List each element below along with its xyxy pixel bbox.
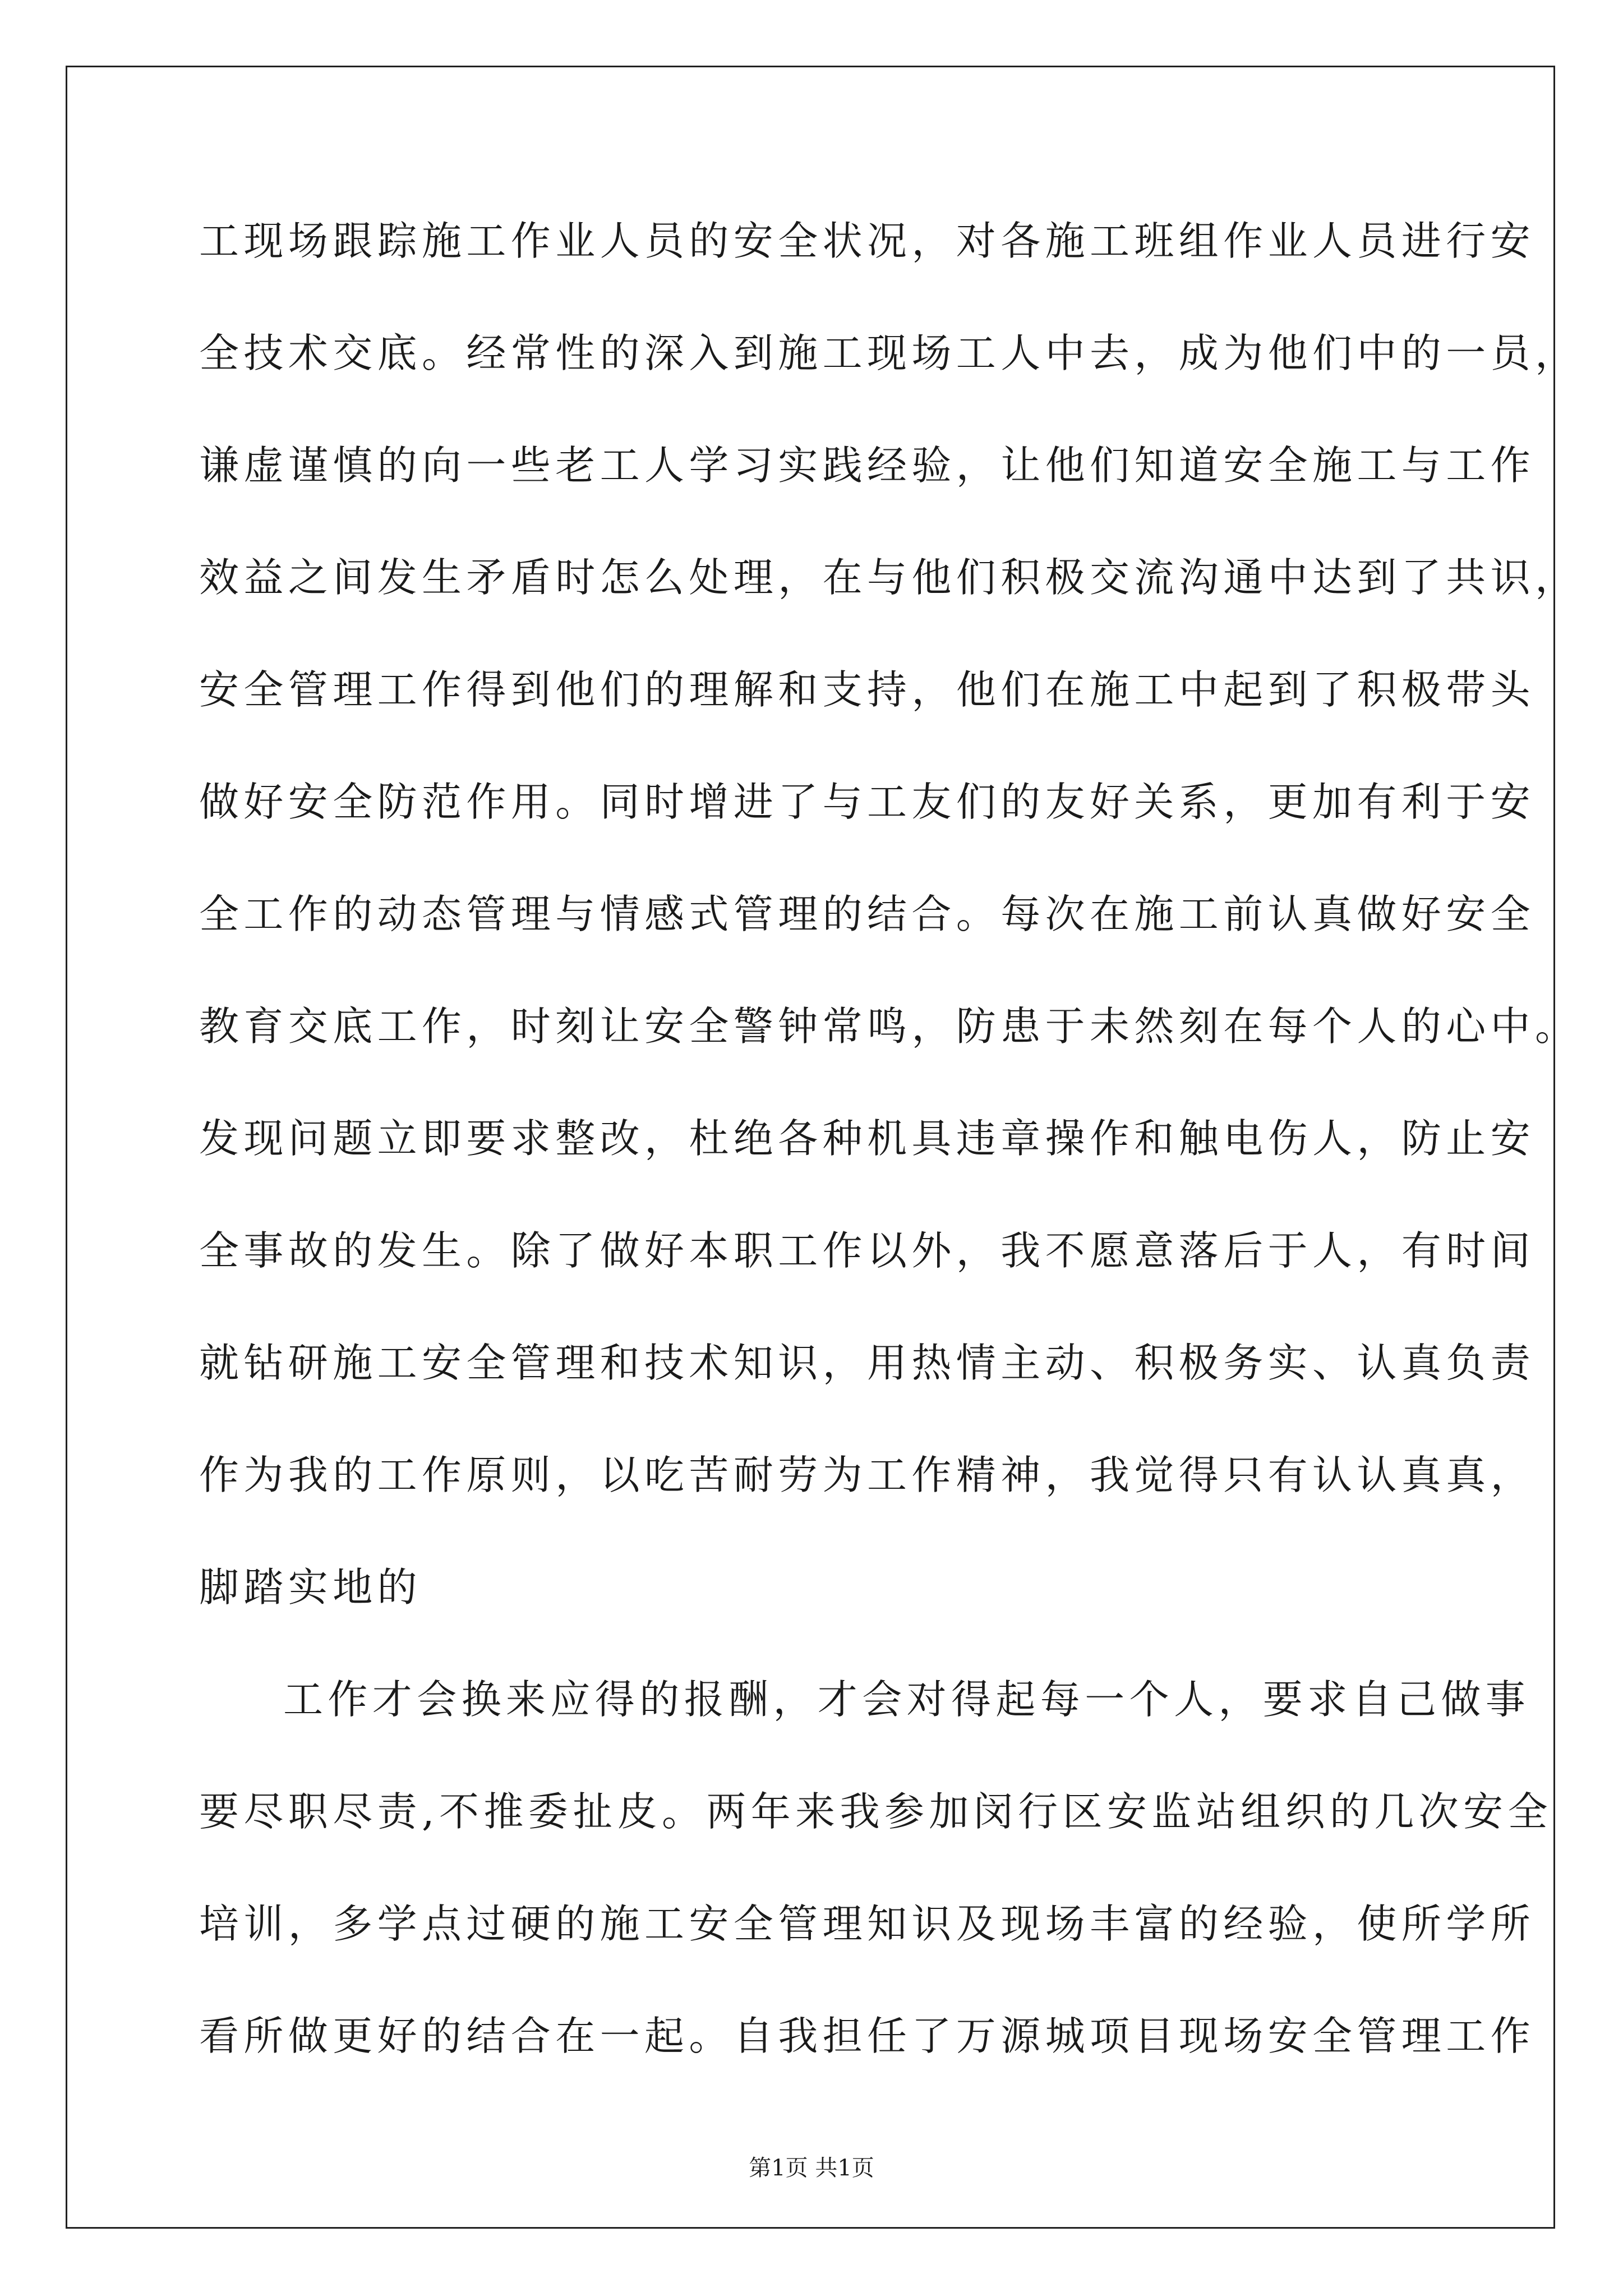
text-line: 工现场跟踪施工作业人员的安全状况，对各施工班组作业人员进行安	[199, 218, 1536, 264]
text-line: 谦虚谨慎的向一些老工人学习实践经验，让他们知道安全施工与工作	[199, 442, 1536, 489]
text-line: 全工作的动态管理与情感式管理的结合。每次在施工前认真做好安全	[199, 891, 1536, 937]
text-line: 脚踏实地的	[199, 1564, 422, 1611]
text-line: 效益之间发生矛盾时怎么处理，在与他们积极交流沟通中达到了共识，	[199, 554, 1580, 601]
text-line: 教育交底工作，时刻让安全警钟常鸣，防患于未然刻在每个人的心中。	[199, 1003, 1580, 1050]
text-line-paragraph-start: 工作才会换来应得的报酬，才会对得起每一个人，要求自己做事	[283, 1676, 1530, 1723]
text-line: 要尽职尽责,不推委扯皮。两年来我参加闵行区安监站组织的几次安全	[199, 1788, 1552, 1835]
document-body	[199, 208, 1580, 2115]
text-line: 做好安全防范作用。同时增进了与工友们的友好关系，更加有利于安	[199, 779, 1536, 825]
text-line: 培训，多学点过硬的施工安全管理知识及现场丰富的经验，使所学所	[199, 1901, 1536, 1947]
text-line: 作为我的工作原则，以吃苦耐劳为工作精神，我觉得只有认认真真，	[199, 1452, 1536, 1498]
text-line: 全事故的发生。除了做好本职工作以外，我不愿意落后于人，有时间	[199, 1227, 1536, 1274]
text-line: 全技术交底。经常性的深入到施工现场工人中去，成为他们中的一员，	[199, 330, 1580, 376]
text-line: 就钻研施工安全管理和技术知识，用热情主动、积极务实、认真负责	[199, 1340, 1536, 1386]
text-line: 发现问题立即要求整改，杜绝各种机具违章操作和触电伤人，防止安	[199, 1115, 1536, 1162]
text-line: 看所做更好的结合在一起。自我担任了万源城项目现场安全管理工作	[199, 2013, 1536, 2059]
page-footer: 第1页 共1页	[749, 2155, 874, 2181]
text-line: 安全管理工作得到他们的理解和支持，他们在施工中起到了积极带头	[199, 666, 1536, 713]
